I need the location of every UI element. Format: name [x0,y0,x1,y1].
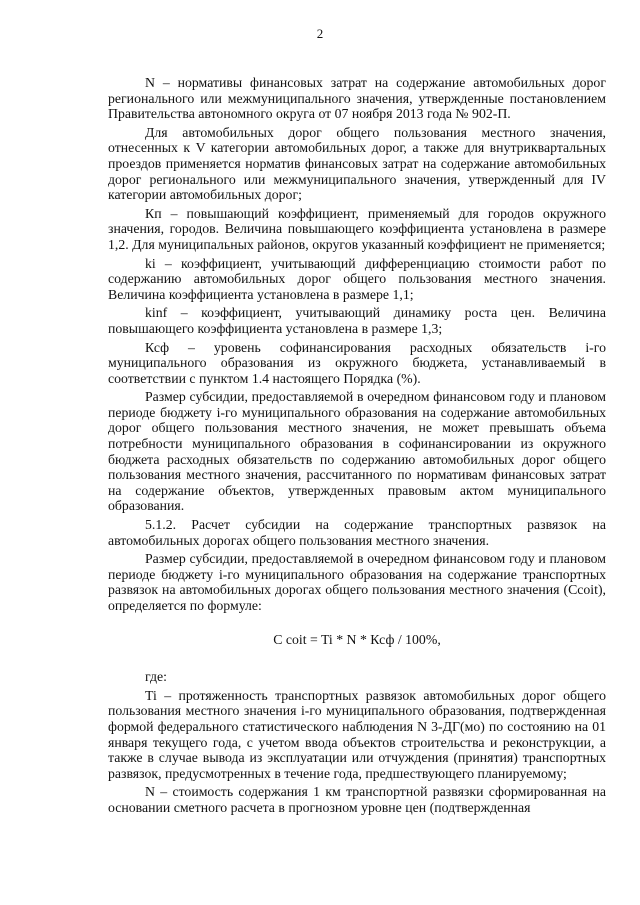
document-body [108,75,606,819]
paragraph-ti: Ti – протяженность транспортных развязок автомобильных дорог общего пользования местного значения i-го муниципального образования, подтвержденная формой федерального статистического наблюдения N 3-ДГ(мо) по состоянию на 01 января текущего года, с учетом ввода объектов строительства и реконструкции, а также в случае вывода из эксплуатации или отчуждения (принятия) транспортных развязок, предусмотренных в течение года, предшествующего планируемому; [108,687,606,781]
paragraph-subsidy-limit: Размер субсидии, предоставляемой в очередном финансовом году и плановом периоде бюджету i-го муниципального образования на содержание автомобильных дорог общего пользования местного значения, не может превышать объема потребности муниципального образования в софинансировании из окружного бюджета расходных обязательств по содержанию автомобильных дорог общего пользования местного значения, рассчитанного по нормативам финансовых затрат на содержание объектов, утвержденных правовым актом муниципального образования. [108,389,606,514]
page-number: 2 [316,26,324,41]
paragraph-section-5-1-2: 5.1.2. Расчет субсидии на содержание транспортных развязок на автомобильных дорогах общего пользования местного значения. [108,517,606,548]
formula: С coit = Ti * N * Ксф / 100%, [273,631,441,647]
paragraph-n-definition: N – нормативы финансовых затрат на содержание автомобильных дорог регионального или межмуниципального значения, утвержденные постановлением Правительства автономного округа от 07 ноября 2013 года № 902-П. [108,75,606,122]
paragraph-kinf: kinf – коэффициент, учитывающий динамику роста цен. Величина повышающего коэффициента установлена в размере 1,3; [108,305,606,336]
paragraph-n-cost: N – стоимость содержания 1 км транспортной развязки сформированная на основании сметного расчета в прогнозном уровне цен (подтвержденная [108,784,606,815]
paragraph-kp: Кп – повышающий коэффициент, применяемый для городов окружного значения, городов. Величина повышающего коэффициента установлена в размере 1,2. Для муниципальных районов, округов указанный коэффициент не применяется; [108,205,606,252]
paragraph-subsidy-size: Размер субсидии, предоставляемой в очередном финансовом году и плановом периоде бюджету i-го муниципального образования на содержание транспортных развязок на автомобильных дорогах общего пользования местного значения (Ccoit), определяется по формуле: [108,551,606,613]
paragraph-ksf: Ксф – уровень софинансирования расходных обязательств i-го муниципального образования из окружного бюджета, устанавливаемый в соответствии с пунктом 1.4 настоящего Порядка (%). [108,339,606,386]
paragraph-category-v: Для автомобильных дорог общего пользования местного значения, отнесенных к V категории автомобильных дорог, а также для внутриквартальных проездов применяется норматив финансовых затрат на содержание автомобильных дорог регионального или межмуниципального значения, утвержденный для IV категории автомобильных дорог; [108,124,606,203]
where-label: где: [145,669,167,685]
paragraph-ki: ki – коэффициент, учитывающий дифференциацию стоимости работ по содержанию автомобильных дорог общего пользования местного значения. Величина коэффициента установлена в размере 1,1; [108,255,606,302]
